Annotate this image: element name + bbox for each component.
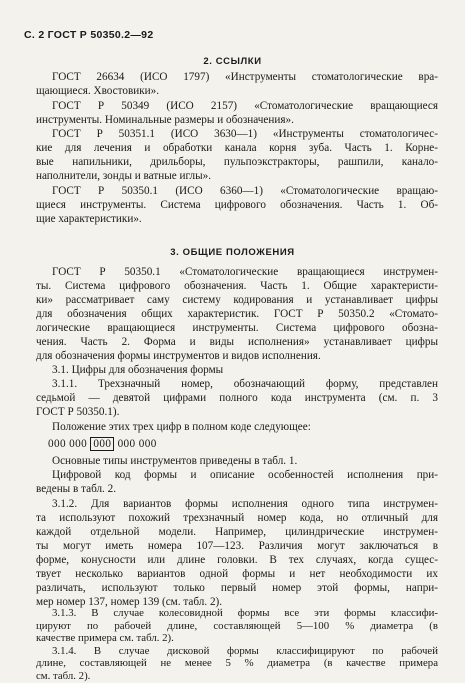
section-3-line: ки» рассматривает саму систему кодирования и устанавливает цифры: [36, 294, 438, 306]
section-3-line: ты могут иметь номера 107—123. Различия могут заключаться в: [36, 540, 438, 552]
section-3-line: форме, конусности или длине головки. В тех случаях, когда сущес-: [36, 554, 438, 566]
section-3-line: длине, составляющей не менее 5 % диаметра (в качестве примера: [36, 657, 438, 670]
section-3-line: 3.1.3. В случае колесовидной формы все эти формы классифи-: [52, 607, 438, 619]
section-3-title: 3. ОБЩИЕ ПОЛОЖЕНИЯ: [170, 247, 295, 258]
section-3-line: цируют по рабочей длине, составляющей 5—100 % диаметра (в: [36, 619, 438, 632]
section-2-line: инструменты. Номинальные размеры и обозначения».: [36, 114, 294, 126]
section-3-line: седьмой — девятой цифрами полного кода инструмента (см. п. 3: [36, 392, 438, 404]
section-3-line: каждой отдельной модели. Например, цилиндрические инструмен-: [36, 526, 438, 538]
section-3-line: см. табл. 2).: [36, 670, 91, 682]
section-3-line: твует несколько вариантов одной формы и нет необходимости их: [36, 568, 438, 580]
section-3-line: для обозначения формы инструментов и видов исполнения.: [36, 350, 321, 362]
code-digits-boxed: 000: [90, 437, 114, 451]
section-3-line: 3.1.2. Для вариантов формы исполнения одного типа инструмен-: [52, 498, 438, 510]
section-3-line: ГОСТ Р 50350.1 «Стоматологические вращающиеся инструмен-: [52, 266, 438, 278]
section-2-line: ГОСТ Р 50351.1 (ИСО 3630—1) «Инструменты стоматологичес-: [52, 128, 438, 140]
section-2-line: щающиеся. Хвостовики».: [36, 85, 160, 97]
page-header: С. 2 ГОСТ Р 50350.2—92: [24, 29, 154, 41]
section-2-line: щие характеристики».: [36, 213, 142, 225]
section-2-line: ГОСТ Р 50349 (ИСО 2157) «Стоматологические вращающиеся: [52, 100, 438, 112]
section-2-line: кие для лечения и обработки канала корня зуба. Часть 1. Корне-: [36, 142, 438, 154]
section-3-line: чения. Часть 2. Форма и виды исполнения» устанавливает цифры: [36, 336, 438, 348]
section-3-line: Цифровой код формы и описание особенностей исполнения при-: [52, 469, 438, 481]
section-3-line: 3.1.4. В случае дисковой формы классифицируют по рабочей: [52, 644, 438, 657]
section-3-line: ты. Система цифрового обозначения. Часть 1. Общие характеристи-: [36, 280, 438, 292]
section-3-line: ГОСТ Р 50350.1).: [36, 406, 120, 418]
section-2-line: щиеся инструменты. Система цифрового обозначения. Часть 1. Об-: [36, 199, 438, 211]
section-2-line: ГОСТ Р 50350.1 (ИСО 6360—1) «Стоматологические вращаю-: [52, 185, 438, 197]
section-3-line: Положение этих трех цифр в полном коде следующее:: [52, 421, 311, 433]
section-2-line: наполнители, зонды и ватные иглы».: [36, 170, 211, 182]
section-3-line: для обозначения общих характеристик. ГОСТ Р 50350.2 «Стомато-: [36, 308, 438, 320]
code-position-example: [48, 437, 157, 451]
section-3-line: качестве примера см. табл. 2).: [36, 632, 174, 645]
section-2-line: вые напильники, дрильборы, пульпоэкстракторы, рашпили, канало-: [36, 156, 438, 168]
subsection-3-1-title: 3.1. Цифры для обозначения формы: [52, 364, 224, 376]
section-3-line: Основные типы инструментов приведены в табл. 1.: [52, 455, 298, 467]
section-3-line: мер номер 137, номер 139 (см. табл. 2).: [36, 596, 223, 608]
section-3-line: 3.1.1. Трехзначный номер, обозначающий форму, представлен: [52, 378, 438, 390]
section-3-line: та используют похожий трехзначный номер кода, но отличный для: [36, 512, 438, 524]
code-digits-left: 000 000: [48, 438, 88, 450]
section-3-line: логические вращающиеся инструменты. Система цифрового обозна-: [36, 322, 438, 334]
section-3-line: различать, используют только первый номер этой формы, напри-: [36, 582, 438, 594]
code-digits-right: 000: [138, 438, 157, 450]
section-3-line: ведены в табл. 2.: [36, 483, 117, 495]
section-2-title: 2. ССЫЛКИ: [203, 56, 262, 67]
code-digits-middle: 000: [117, 438, 136, 450]
section-2-line: ГОСТ 26634 (ИСО 1797) «Инструменты стоматологические вра-: [52, 71, 438, 83]
